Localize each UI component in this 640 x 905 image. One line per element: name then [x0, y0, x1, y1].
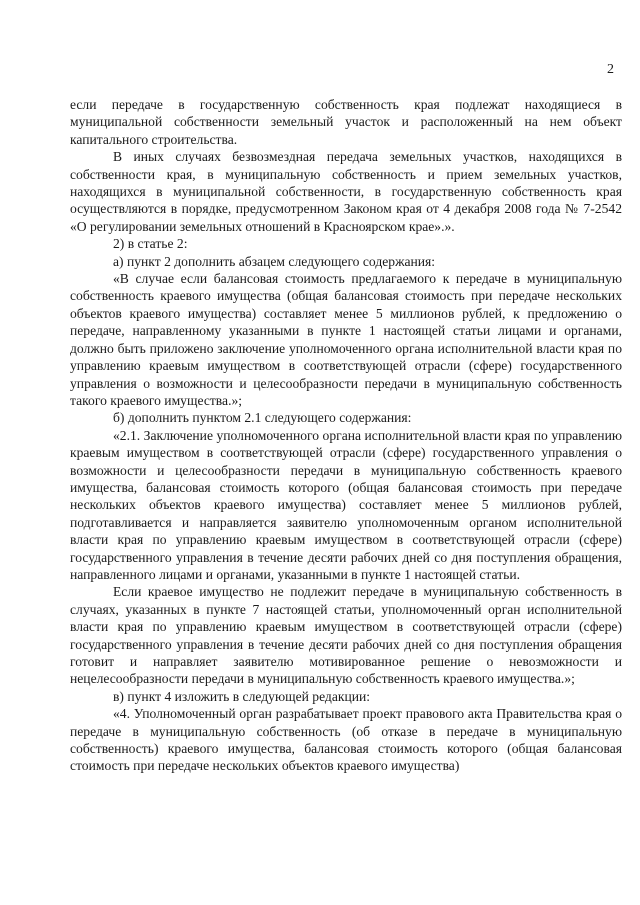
paragraph-subitem-b: б) дополнить пунктом 2.1 следующего содержания: — [113, 410, 412, 426]
paragraph-continuation: если передаче в государственную собственность края подлежат находящиеся в муниципальной собственности земельный участок и расположенный на нем объект капитального строительства. — [70, 97, 622, 147]
paragraph-article-2-heading: 2) в статье 2: — [113, 236, 188, 252]
page-number: 2 — [607, 62, 614, 77]
document-body — [70, 96, 622, 775]
paragraph-land-transfer: В иных случаях безвозмездная передача земельных участков, находящихся в собственности края, в муниципальную собственность и прием земельных участков, находящихся в муниципальной собственности, в государственную собственность края осуществляются в порядке, предусмотренном Законом края от 4 декабря 2008 года № 7-2542 «О регулировании земельных отношений в Красноярском крае».». — [70, 149, 622, 234]
paragraph-subitem-a: а) пункт 2 дополнить абзацем следующего содержания: — [113, 253, 436, 269]
paragraph-clause-4: «4. Уполномоченный орган разрабатывает проект правового акта Правительства края о передаче в муниципальную собственность (об отказе в передаче в муниципальную собственность) краевого имущества, балансовая стоимость которого (общая балансовая стоимость при передаче нескольких объектов краевого имущества) — [70, 706, 622, 774]
paragraph-refusal-decision: Если краевое имущество не подлежит передаче в муниципальную собственность в случаях, указанных в пункте 7 настоящей статьи, уполномоченный орган исполнительной власти края по управлению краевым имуществом в соответствующей отрасли (сфере) государственного управления в течение десяти рабочих дней со дня поступления обращения готовит и направляет заявителю мотивированное решение о невозможности и нецелесообразности передачи в муниципальную собственность краевого имущества.»; — [70, 584, 622, 687]
paragraph-subitem-v: в) пункт 4 изложить в следующей редакции: — [113, 688, 371, 704]
paragraph-clause-2-1: «2.1. Заключение уполномоченного органа исполнительной власти края по управлению краевым имуществом в соответствующей отрасли (сфере) государственного управления о возможности и целесообразности передачи в муниципальную собственность краевого имущества, балансовая стоимость которого (общая балансовая стоимость при передаче нескольких объектов краевого имущества) составляет менее 5 миллионов рублей, подготавливается и направляется заявителю уполномоченным органом исполнительной власти края по управлению краевым имуществом в соответствующей отрасли (сфере) государственного управления в течение десяти рабочих дней со дня поступления обращения, направленного лицами и органами, указанными в пункте 1 настоящей статьи. — [70, 427, 622, 582]
paragraph-quote-balance-value: «В случае если балансовая стоимость предлагаемого к передаче в муниципальную собственность краевого имущества (общая балансовая стоимость при передаче нескольких объектов краевого имущества) составляет менее 5 миллионов рублей, к предложению о передаче, направленному указанными в пункте 1 настоящей статьи лицами и органами, должно быть приложено заключение уполномоченного органа исполнительной власти края по управлению краевым имуществом в соответствующей отрасли (сфере) государственного управления о возможности и целесообразности передачи в муниципальную собственность такого краевого имущества.»; — [70, 271, 622, 408]
